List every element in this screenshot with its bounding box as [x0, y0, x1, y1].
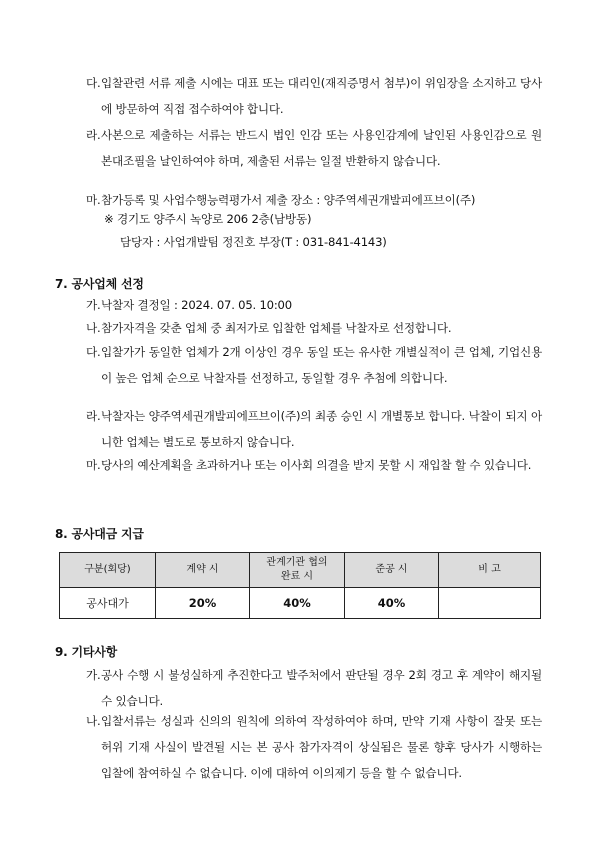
item-marker: 나. [86, 321, 101, 335]
item-text: 입찰가가 동일한 업체가 2개 이상인 경우 동일 또는 유사한 개별실적이 큰 업체, 기업신용이 높은 업체 순으로 낙찰자를 선정하고, 동일할 경우 추첨에 의합니다. [101, 345, 542, 385]
table-header-row [60, 553, 541, 588]
item-marker: 라. [86, 409, 101, 423]
list-item [86, 708, 542, 786]
list-item [86, 122, 542, 174]
list-item [86, 339, 542, 391]
item-text: 사본으로 제출하는 서류는 반드시 법인 인감 또는 사용인감계에 날인된 사용인감으로 원본대조필을 날인하여야 하며, 제출된 서류는 일절 반환하지 않습니다. [101, 128, 542, 168]
contact-note: 담당자 : 사업개발팀 정진호 부장(T : 031-841-4143) [120, 235, 387, 249]
section-heading: 8. 공사대금 지급 [55, 527, 144, 541]
item-marker: 마. [86, 193, 101, 207]
list-item [86, 403, 542, 455]
table-cell: 공사대가 [60, 588, 156, 619]
table-header-cell: 계약 시 [156, 553, 250, 588]
table-cell: 20% [156, 588, 250, 619]
table-cell [439, 588, 541, 619]
table-cell: 40% [345, 588, 439, 619]
item-marker: 다. [86, 76, 101, 90]
item-marker: 가. [86, 298, 101, 312]
item-marker: 다. [86, 345, 101, 359]
table-header-cell: 구분(회당) [60, 553, 156, 588]
item-text: 참가등록 및 사업수행능력평가서 제출 장소 : 양주역세권개발피에프브이(주) [101, 193, 476, 207]
list-item [86, 452, 542, 478]
list-item [86, 315, 542, 341]
item-text: 낙찰자 결정일 : 2024. 07. 05. 10:00 [101, 298, 292, 312]
section-heading: 7. 공사업체 선정 [55, 277, 144, 291]
item-text: 낙찰자는 양주역세권개발피에프브이(주)의 최종 승인 시 개별통보 합니다. 낙찰이 되지 아니한 업체는 별도로 통보하지 않습니다. [101, 409, 542, 449]
table-cell: 40% [250, 588, 345, 619]
table-header-cell: 비 고 [439, 553, 541, 588]
item-text: 공사 수행 시 불성실하게 추진한다고 발주처에서 판단될 경우 2회 경고 후 계약이 해지될 수 있습니다. [101, 668, 542, 708]
item-text: 참가자격을 갖춘 업체 중 최저가로 입찰한 업체를 낙찰자로 선정합니다. [101, 321, 452, 335]
item-text: 당사의 예산계획을 초과하거나 또는 이사회 의결을 받지 못할 시 재입찰 할 수 있습니다. [101, 458, 532, 472]
table-header-cell: 관계기관 협의 완료 시 [250, 553, 345, 588]
list-item [86, 662, 542, 714]
payment-table [59, 552, 541, 619]
item-marker: 라. [86, 128, 101, 142]
item-text: 입찰서류는 성실과 신의의 원칙에 의하여 작성하여야 하며, 만약 기재 사항이 잘못 또는 허위 기재 사실이 발견될 시는 본 공사 참가자격이 상실됨은 물론 향후 당사가 시행하는 입찰에 참여하실 수 없습니다. 이에 대하여 이의제기 등을 할 수 없습니다. [101, 714, 542, 780]
item-marker: 가. [86, 668, 101, 682]
table-row [60, 588, 541, 619]
list-item [86, 70, 542, 122]
section-heading: 9. 기타사항 [55, 645, 118, 659]
item-marker: 마. [86, 458, 101, 472]
item-marker: 나. [86, 714, 101, 728]
item-text: 입찰관련 서류 제출 시에는 대표 또는 대리인(재직증명서 첨부)이 위임장을 소지하고 당사에 방문하여 직접 접수하여야 합니다. [101, 76, 542, 116]
table-header-cell: 준공 시 [345, 553, 439, 588]
address-note: ※ 경기도 양주시 녹양로 206 2층(남방동) [104, 212, 312, 226]
